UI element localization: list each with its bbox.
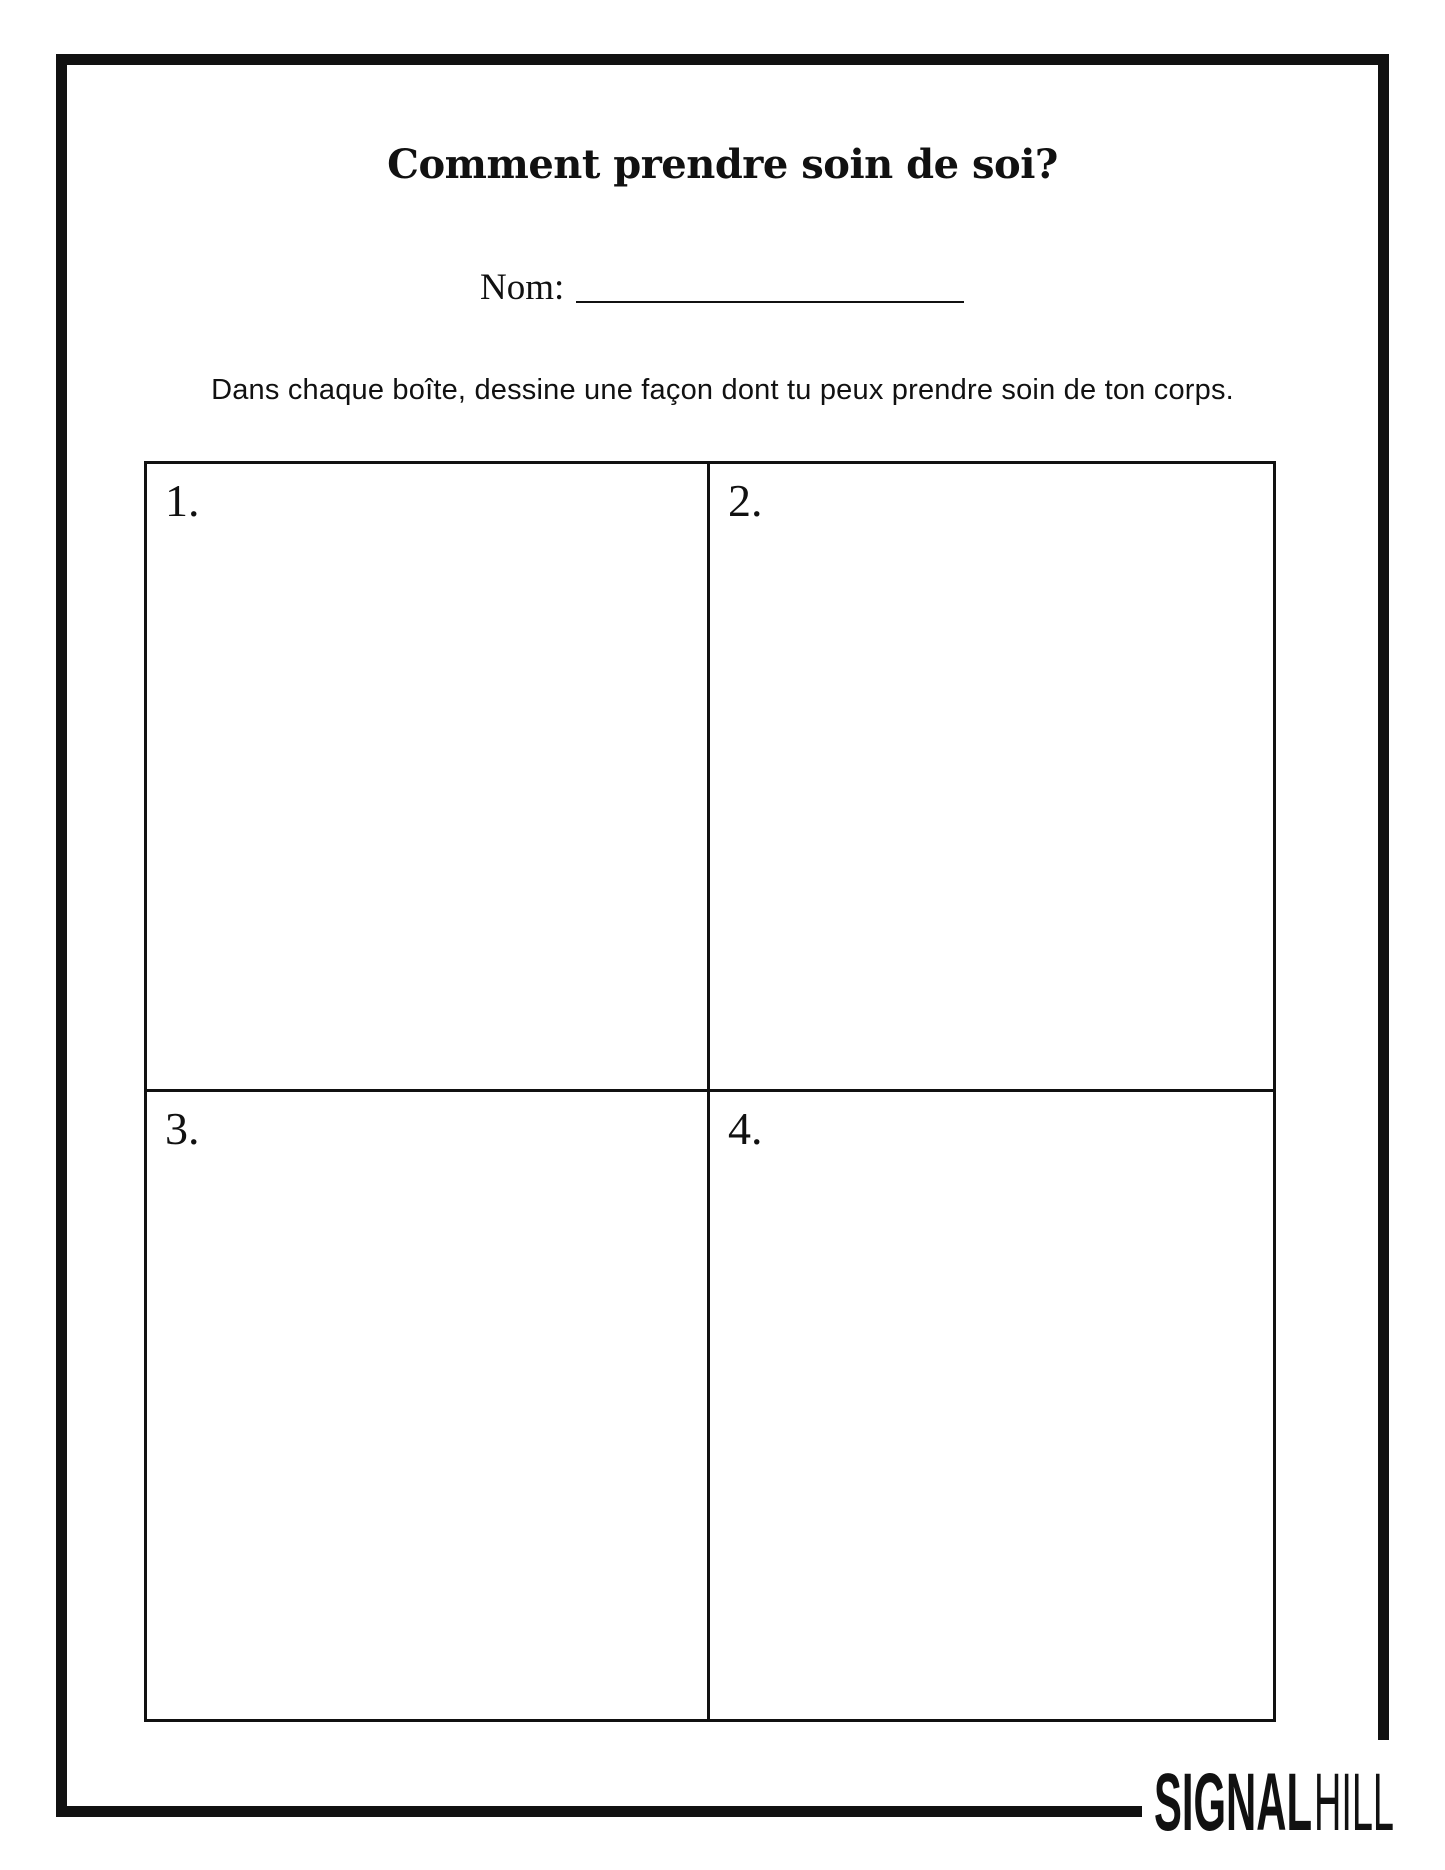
logo-text-signal: SIGNAL xyxy=(1154,1757,1312,1848)
box-number-1: 1. xyxy=(165,475,200,526)
frame-bottom xyxy=(56,1806,1142,1817)
name-label: Nom: xyxy=(480,267,565,308)
box-number-3: 3. xyxy=(165,1102,200,1154)
name-row xyxy=(480,262,964,308)
drawing-box-2[interactable] xyxy=(710,464,1273,1092)
drawing-box-4[interactable] xyxy=(710,1092,1273,1720)
drawing-grid xyxy=(144,461,1276,1722)
signalhill-logo xyxy=(1152,1752,1397,1848)
instructions-text: Dans chaque boîte, dessine une façon dont tu peux prendre soin de ton corps. xyxy=(211,374,1234,406)
drawing-box-3[interactable] xyxy=(147,1092,710,1720)
page-title: Comment prendre soin de soi? xyxy=(387,141,1058,188)
drawing-box-1[interactable] xyxy=(147,464,710,1092)
frame-top xyxy=(56,54,1389,65)
frame-right xyxy=(1378,54,1389,1740)
name-field-line[interactable] xyxy=(576,301,964,303)
frame-left xyxy=(56,54,67,1817)
logo-text-hill: HILL xyxy=(1314,1757,1394,1848)
box-number-4: 4. xyxy=(728,1102,763,1154)
box-number-2: 2. xyxy=(728,475,763,526)
